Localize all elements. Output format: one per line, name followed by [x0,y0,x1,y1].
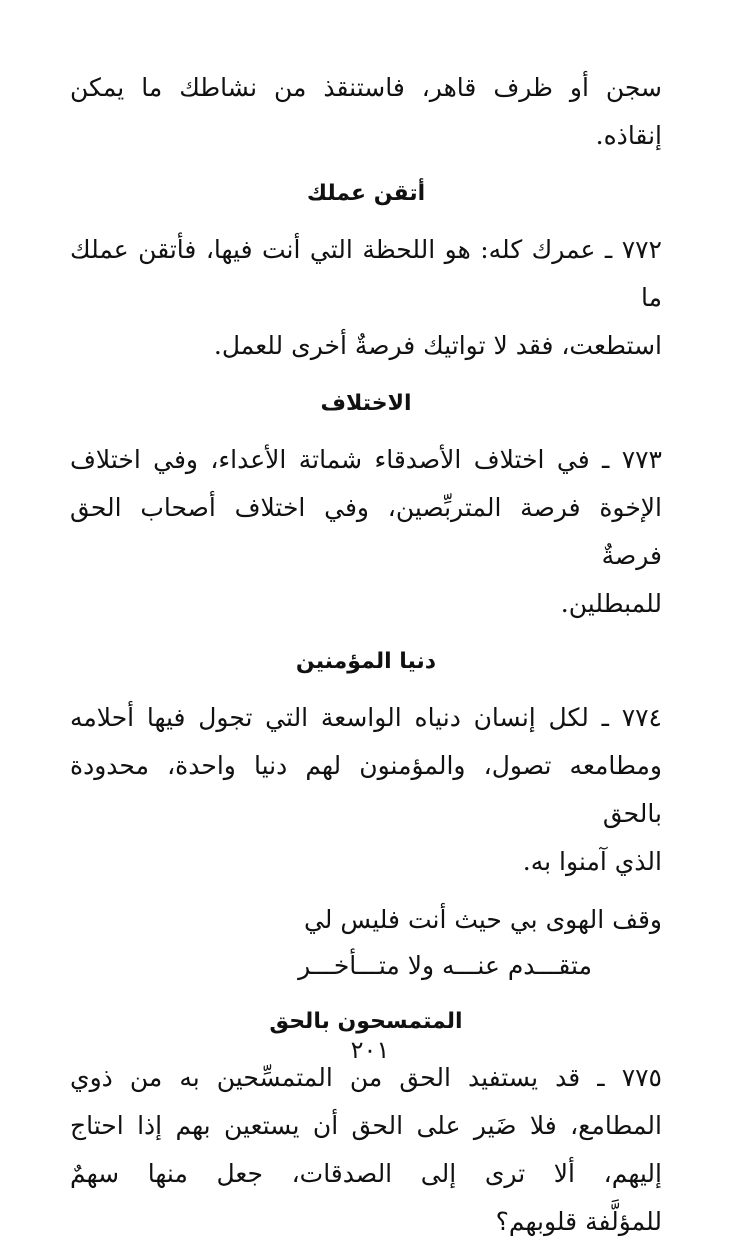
verse-line-1: وقف الهوى بي حيث أنت فليس لي [303,905,662,934]
document-page [70,64,662,1246]
section-heading-disagreement: الاختلاف [320,391,412,416]
entry-line: ومطامعه تصول، والمؤمنون لهم دنيا واحدة، محدودة بالحق [70,751,662,828]
entry-line: الذي آمنوا به. [522,847,662,876]
entry-line: المطامع، فلا ضَير على الحق أن يستعين بهم إذا احتاج [70,1111,662,1140]
intro-line: سجن أو ظرف قاهر، فاستنقذ من نشاطك ما يمكن [70,73,662,102]
entry-773 [70,436,662,628]
verse-line-2: متقـــدم عنـــه ولا متـــأخـــر [298,951,592,980]
entry-line: ٧٧٤ ـ لكل إنسان دنياه الواسعة التي تجول فيها أحلامه [70,703,662,732]
intro-paragraph [70,64,662,160]
entry-774 [70,694,662,886]
entry-772 [70,226,662,370]
entry-line: إليهم، ألا ترى إلى الصدقات، جعل منها سهمٌ [70,1159,662,1188]
entry-line: الإخوة فرصة المتربِّصين، وفي اختلاف أصحاب الحق فرصةٌ [70,493,662,570]
entry-line: ٧٧٢ ـ عمرك كله: هو اللحظة التي أنت فيها، فأتقن عملك ما [70,235,662,312]
entry-line: للمبطلين. [560,589,662,618]
section-heading-pretenders-of-truth: المتمسحون بالحق [269,1009,463,1034]
entry-line: استطعت، فقد لا تواتيك فرصةٌ أخرى للعمل. [213,331,662,360]
section-heading-world-of-believers: دنيا المؤمنين [295,649,437,674]
page-number: ٢٠١ [350,1036,390,1064]
intro-line: إنقاذه. [595,121,662,150]
entry-line: ٧٧٥ ـ قد يستفيد الحق من المتمسِّحين به من ذوي [70,1063,662,1092]
section-heading-perfect-your-work: أتقن عملك [306,181,426,206]
entry-line: ٧٧٣ ـ في اختلاف الأصدقاء شماتة الأعداء، وفي اختلاف [70,445,662,474]
poetry-verse [70,896,662,988]
entry-775 [70,1054,662,1246]
entry-line: للمؤلَّفة قلوبهم؟ [495,1207,662,1236]
